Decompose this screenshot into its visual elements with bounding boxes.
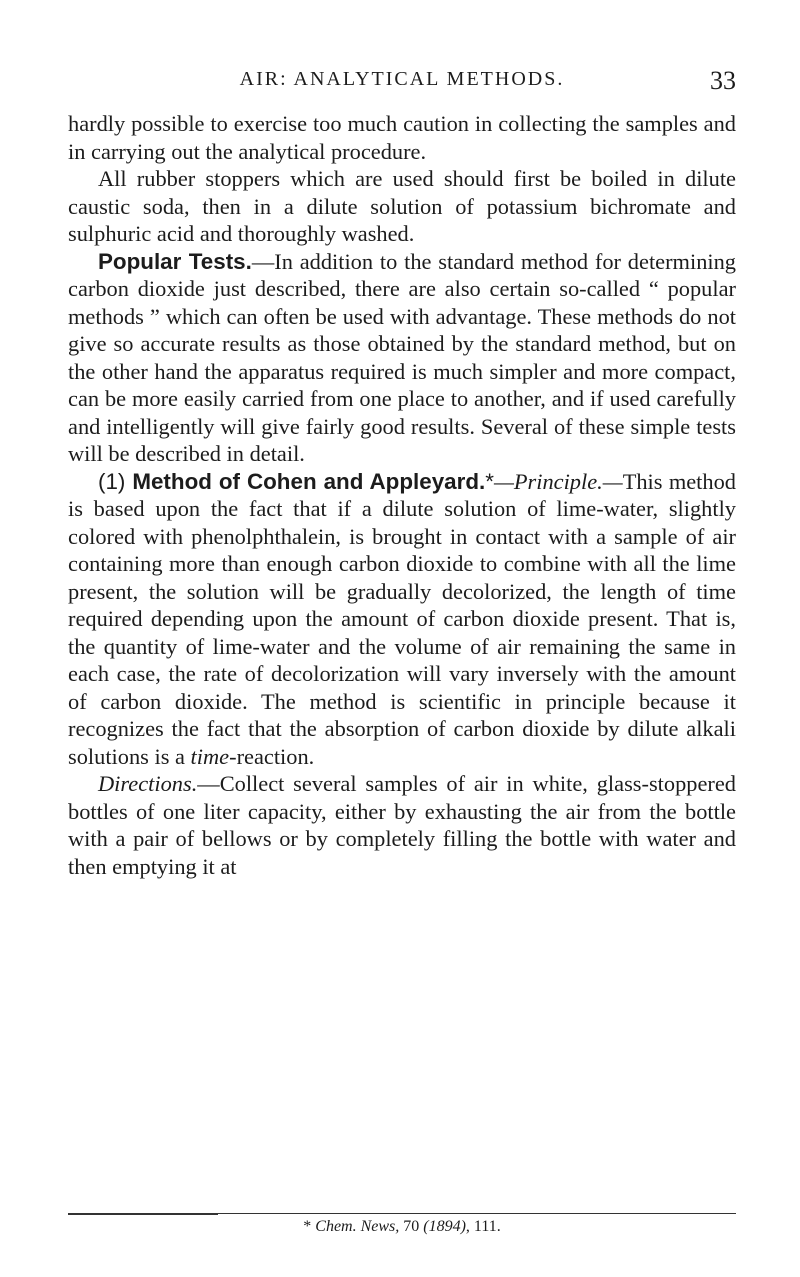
paragraph-text: —Collect several samples of air in white, glass-stoppered bottles of one liter capacity, either by exhausting the air from the bottle with a pair of bellows or by completely filling the bottle with water and then emptying it at [68,771,736,879]
paragraph-text: This method is based upon the fact that if a dilute solution of lime-water, slightly colored with phenolphthalein, is brought in contact with a sample of air containing more than enough carbon dioxide to combine with all the lime present, the solution will be gradually decolorized, the length of time required depending upon the amount of carbon dioxide present. That is, the quantity of lime-water and the volume of air remaining the same in each case, the rate of decolorization will vary inversely with the amount of carbon dioxide. The method is scientific in principle because it recognizes the fact that the absorption of carbon dioxide by dilute alkali solutions is a [68,468,736,769]
footnote-volume: 70 [399,1218,424,1235]
method-number: (1) [98,468,133,494]
paragraph-text: —In addition to the standard method for determining carbon dioxide just described, there are also certain so-called “ popular methods ” which can often be used with advantage. These methods do not give so accurate results as those obtained by the standard method, but on the other hand the apparatus required is much simpler and more compact, can be more easily carried from one place to another, and if used carefully and intelligently will give fairly good results. Several of these simple tests will be described in detail. [68,248,736,466]
footnote-year: (1894) [423,1218,466,1235]
footnote-divider-short [68,1213,218,1215]
page-header [68,66,736,98]
section-heading: Popular Tests. [98,248,252,274]
paragraph-rubber-stoppers [68,165,736,248]
footnote [68,1218,736,1236]
footnote-page: , 111. [465,1218,501,1235]
emphasis-time: time [190,743,230,769]
footnote-source: Chem. News, [315,1218,400,1235]
paragraph-text: All rubber stoppers which are used should first be boiled in dilute caustic soda, then in a dilute solution of potassium bichromate and sulphuric acid and thoroughly washed. [68,166,736,246]
page-number: 33 [710,66,736,95]
paragraph-text: -reaction. [229,743,315,769]
paragraph-continuation [68,110,736,165]
paragraph-cohen-appleyard [68,468,736,771]
paragraph-text: hardly possible to exercise too much caution in collecting the samples and in carrying out the analytical procedure. [68,111,736,164]
running-head: AIR: ANALYTICAL METHODS. [239,68,565,90]
principle-subheading: —Principle.— [493,468,623,494]
body-text [68,110,736,880]
paragraph-directions [68,770,736,880]
method-heading: Method of Cohen and Appleyard. [132,468,486,494]
footnote-reference: * [485,468,494,494]
footnote-divider [212,1213,736,1214]
paragraph-popular-tests [68,248,736,468]
footnote-marker: * [303,1218,316,1235]
directions-subheading: Directions. [98,771,198,796]
